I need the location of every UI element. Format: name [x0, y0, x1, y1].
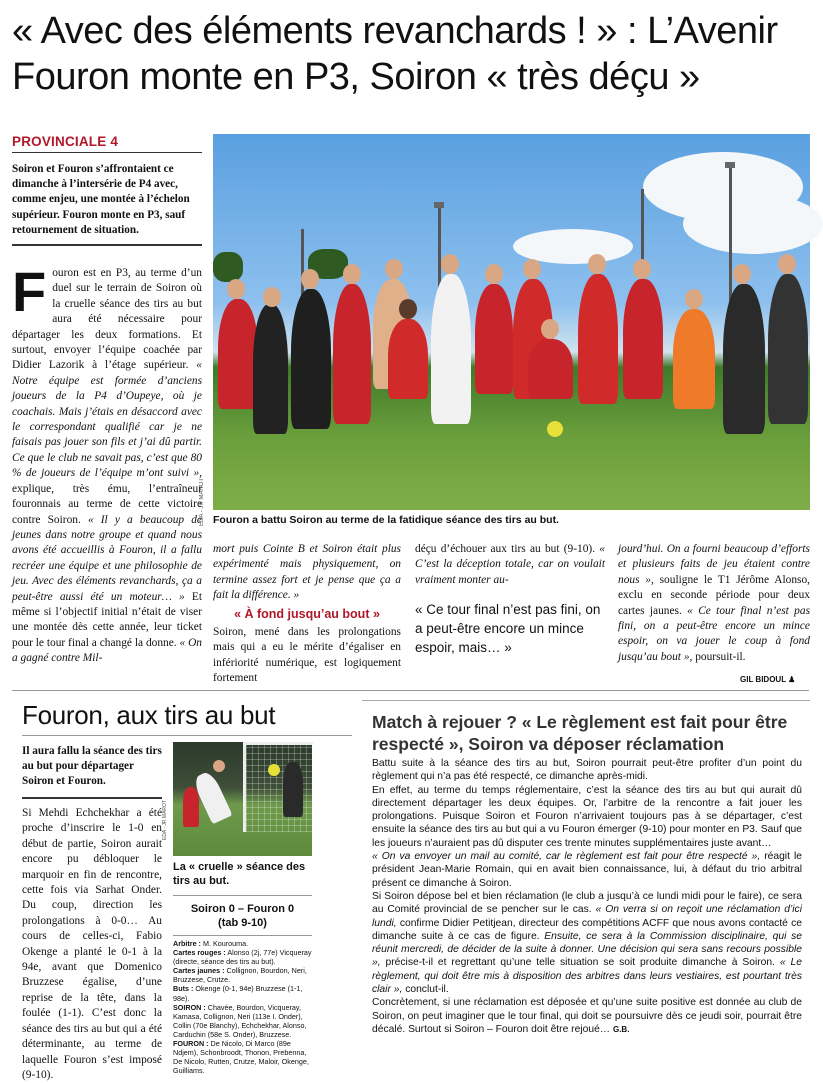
article-column-4 [618, 542, 810, 665]
detail-line [173, 939, 312, 948]
photo-caption: Fouron a battu Soiron au terme de la fatidique séance des tirs au but. [213, 514, 559, 526]
score-penalties: (tab 9-10) [218, 917, 267, 929]
author-signature [740, 675, 795, 684]
detail-line [173, 1039, 312, 1075]
detail-text: De Nicolo, Di Marco (89e Ndjem), Schonbroodt, Thonon, Prebenna, De Nicolo, Rutten, Crutze, Maloir, Okenge, Guilliams. [173, 1039, 309, 1076]
sidebar-text: Si Mehdi Echchekhar a été proche d’inscrire le 1-0 en début de partie, Soiron aurait encore pu débloquer le marquoir en fin de rencontre, cette fois via Sarhat Onder. Du coup, direction les prolongations à 0-0… Au cours de celles-ci, Fabio Okenge a planté le 0-1 à la 94e, avant que Domenico Bruzzese égalise, d’une reprise de la tête, dans la foulée (1-1). C’est donc la séance des tirs au but qui a été déterminante, au terme de laquelle Fouron s’est imposé (9-10). [22, 807, 162, 1081]
related-article-title: Match à rejouer ? « Le règlement est fait pour être respecté », Soiron va déposer réclamation [372, 712, 788, 754]
detail-label: FOURON : [173, 1039, 209, 1049]
detail-label: Buts : [173, 984, 194, 994]
text: conclut-il. [402, 984, 449, 996]
text: confirme Didier Petitjean, directeur des compétitions ACFF que nous avons contacté ce dimanche suite à ce cas de figure. [372, 917, 802, 942]
pull-quote: « Ce tour final n’est pas fini, on a peut-être encore un mince espoir, mais… » [415, 602, 601, 656]
article-text: poursuit-il. [692, 650, 746, 663]
paragraph: Battu suite à la séance des tirs au but, Soiron pourrait peut-être profiter d’un point du règlement qui n’a pas été respecté, ce dimanche après-midi. [372, 758, 802, 783]
detail-label: SOIRON : [173, 1002, 206, 1012]
sidebar-title: Fouron, aux tirs au but [22, 700, 276, 730]
score-divider [173, 895, 312, 896]
photo-credit: EDA - JR MAROT [199, 478, 205, 527]
score-line: Soiron 0 – Fouron 0 [190, 903, 295, 915]
kicker-divider [12, 152, 202, 153]
paragraph [372, 850, 802, 890]
person-icon: ♟ [788, 675, 796, 684]
match-details [173, 939, 312, 1075]
text: Concrètement, si une réclamation est déposée et qu’une suite positive est donnée au club de Soiron, on peut imaginer que le tour final, qui doit se poursuivre dès ce jeudi soir, pourrait être décalé. Surtout si Soiron – Fouron doit être rejoué… [372, 997, 802, 1035]
team-celebration-photo [213, 134, 810, 510]
article-column-1 [12, 260, 202, 667]
related-article-body [372, 757, 802, 1036]
section-kicker: PROVINCIALE 4 [12, 134, 119, 149]
lead-divider [12, 244, 202, 246]
author-name: GIL BIDOUL [740, 675, 786, 684]
article-quote: « Il y a beaucoup de jeunes dans notre groupe et quand nous avons été accueillis à Fouron, il a fallu recréer une équipe et une philosophie de jeu. Avec des éléments revanchards, ça a peut-être aussi été un moteur… » [12, 513, 202, 603]
author-signature: G.B. [612, 1024, 630, 1034]
article-text: Et même si l’objectif initial n’était de viser une montée dès cette année, leur ticket pour le tour final a changé la donne. [12, 590, 202, 649]
detail-label: Cartes jaunes : [173, 966, 225, 976]
headline: « Avec des éléments revanchards ! » : L’Avenir Fouron monte en P3, Soiron « très déçu » [12, 10, 778, 98]
detail-line [173, 1003, 312, 1039]
article-quote: « Notre équipe est formée d’anciens joueurs de la P4 d’Oupeye, où je coachais. Mais j’étais en désaccord avec le correspondant qualifié car je ne faisais pas jouer son fils et j’ai dû partir. Ce que le club ne savait pas, c’est que 80 % de joueurs de l’équipe m’ont suivi », [12, 359, 202, 480]
detail-line [173, 966, 312, 984]
detail-line [173, 984, 312, 1002]
detail-label: Arbitre : [173, 939, 201, 948]
lead-paragraph: Soiron et Fouron s’affrontaient ce dimanche à l’intersérie de P4 avec, comme enjeu, une montée à l’échelon supérieur. Fouron monte en P3, sauf retournement de situation. [12, 163, 190, 236]
text: Si Soiron dépose bel et bien réclamation (le club a jusqu’à ce lundi midi pour le faire), ce sera au Comité provincial de se pencher sur le cas. [372, 890, 802, 916]
article-quote: jourd’hui. On a fourni beaucoup d’efforts et plusieurs faits de jeu étaient contre nous », [618, 543, 810, 586]
match-score [173, 902, 312, 930]
score-divider [173, 935, 312, 936]
quote: Ensuite, ce sera à la Commission disciplinaire, qui se réunit mercredi, de décider de la suite à donner. Une décision qui sera sans recours possible », [372, 930, 803, 969]
article-text: ouron est en P3, au terme d’un duel sur le terrain de Soiron où la cruelle séance des tirs au but aura été nécessaire pour départager les deux formations. Et surtout, envoyer l’équipe coachée par Didier Lazorik à l’étage supérieur. [12, 267, 202, 372]
article-text: Soiron, mené dans les prolongations mais qui a eu le mérite d’égaliser en infériorité numérique, est logiquement fortement [213, 626, 401, 685]
article-quote: mort puis Cointe B et Soiron était plus expérimenté mais physiquement, on termine assez fort et je pense que ça a fait la différence. » [213, 543, 401, 602]
paragraph [372, 890, 802, 996]
sidebar-photo-caption: La « cruelle » séance des tirs au but. [173, 861, 306, 887]
article-quote: « Ce tour final n’est pas fini, on a peut-être encore un mince espoir, on va jouer le coup à fond jusqu’au bout », [618, 604, 810, 663]
quote: « On verra si on reçoit une réclamation d’ici lundi, [372, 904, 802, 929]
paragraph [372, 996, 802, 1036]
text: précise-t-il et regrettant qu’une telle situation se soit produite dimanche à Soiron. [380, 957, 780, 969]
article-text: explique, très ému, l’entraîneur fouronnais au terme de cette victoire contre Soiron. [12, 482, 202, 526]
article-text: souligne le T1 Jérôme Alonso, exclu en seconde période pour deux cartes jaunes. [618, 573, 810, 617]
sidebar-photo-credit: EDA - JR MAROT [162, 800, 168, 841]
sidebar-lead-divider [22, 797, 162, 799]
article-column-3 [415, 542, 605, 657]
article-quote: « C’est la déception totale, car on voulait vraiment monter au- [415, 543, 605, 586]
paragraph: En effet, au terme du temps réglementaire, c’est la séance des tirs au but qui aurait dû directement départager les deux équipes. Or, l’arbitre de la rencontre a fait jouer les prolongations. Puisque Soiron et Fouron n’arrivaient toujours pas à se départager, c’est ensuite la séance des tirs au but qui a vu Fouron émerger (9-10) pour monter en P3. Sauf que les joueurs n’auraient pas dû disputer ces trente minutes supplémentaires juste avant… [372, 784, 802, 849]
dropcap: F [12, 260, 47, 323]
penalty-shootout-photo [173, 742, 312, 856]
text: réagit le président Jean-Marie Romain, qui en avait bien connaissance, lui, à défaut du trio arbitral présent ce dimanche à Soiron. [372, 851, 802, 889]
article-quote: « On a gagné contre Mil- [12, 636, 202, 665]
article-column-2 [213, 542, 401, 687]
detail-text: Okenge (0-1, 94e) Bruzzese (1-1, 98e). [173, 984, 303, 1003]
sidebar-title-divider [22, 735, 352, 736]
detail-text: Chavée, Bourdon, Vicqueray, Kamasa, Collignon, Neri (113e I. Onder), Collin (70e Blanchy), Echchekhar, Alonso, Carduchin (58e S. Onder), Bruzzese. [173, 1002, 307, 1039]
sidebar-lead: Il aura fallu la séance des tirs au but pour départager Soiron et Fouron. [22, 745, 162, 787]
detail-label: Cartes rouges : [173, 948, 226, 958]
detail-text: Alonso (2j, 77e) Vicqueray (directe, séance des tirs au but). [173, 948, 312, 967]
quote: « On va envoyer un mail au comité, car le règlement est fait pour être respecté », [372, 851, 761, 863]
article-text: déçu d’échouer aux tirs au but (9-10). [415, 543, 600, 555]
detail-text: Collignon, Bourdon, Neri, Bruzzese, Crutze. [173, 966, 307, 985]
detail-line [173, 948, 312, 966]
article-subhead: « À fond jusqu’au bout » [234, 606, 380, 621]
detail-text: M. Kourouma. [200, 939, 249, 948]
quote: « Le règlement, qui doit être mis à disposition des arbitres dans leurs vestiaires, est pourtant très clair », [372, 957, 803, 996]
section-divider [12, 690, 809, 691]
